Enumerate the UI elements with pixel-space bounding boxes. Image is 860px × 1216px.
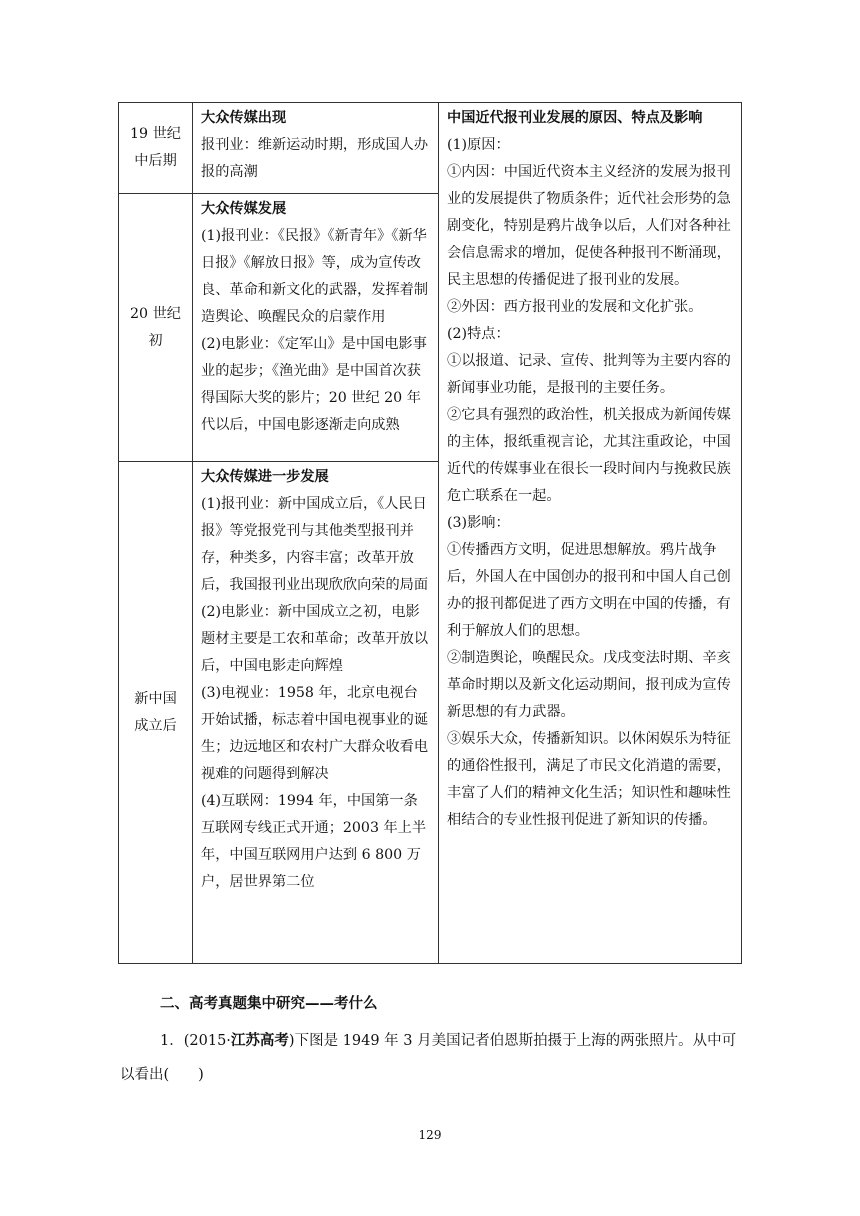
analysis-cell — [439, 103, 742, 964]
page-number: 129 — [418, 1128, 442, 1142]
analysis-paragraph: ②外因：西方报刊业的发展和文化扩张。 — [447, 299, 703, 315]
section-heading: 二、高考真题集中研究——考什么 — [160, 996, 378, 1012]
era-label: 中后期 — [134, 153, 177, 169]
question-number: 1． — [160, 1033, 184, 1049]
development-cell — [193, 462, 439, 964]
question-source-prefix: (2015· — [183, 1033, 231, 1049]
row-heading: 大众传媒出现 — [201, 110, 287, 126]
row-paragraph: (2)电影业：新中国成立之初，电影题材主要是工农和革命；改革开放以后，中国电影走向辉煌 — [201, 604, 429, 674]
era-cell — [119, 462, 193, 964]
analysis-paragraph: ①传播西方文明，促进思想解放。鸦片战争后，外国人在中国创办的报刊和中国人自己创办的报刊都促进了西方文明在中国的传播，有利于解放人们的思想。 — [447, 542, 731, 639]
row-heading: 大众传媒发展 — [201, 201, 287, 217]
development-cell — [193, 194, 439, 462]
analysis-paragraph: ③娱乐大众，传播新知识。以休闲娱乐为特征的通俗性报刊，满足了市民文化消遣的需要，丰富了人们的精神文化生活；知识性和趣味性相结合的专业性报刊促进了新知识的传播。 — [447, 731, 731, 828]
question-body: )下图是 1949 年 3 月美国记者伯恩斯拍摄于上海的两张照片。从中可以看出( ) — [120, 1033, 737, 1083]
question-text — [120, 1024, 740, 1092]
row-paragraph: (1)报刊业：新中国成立后，《人民日报》等党报党刊与其他类型报刊并存，种类多，内容丰富；改革开放后，我国报刊业出现欣欣向荣的局面 — [201, 496, 429, 593]
analysis-paragraph: ②制造舆论，唤醒民众。戊戌变法时期、辛亥革命时期以及新文化运动期间，报刊成为宣传新思想的有力武器。 — [447, 650, 731, 720]
question-source: 江苏高考 — [230, 1032, 289, 1049]
analysis-paragraph: ①内因：中国近代资本主义经济的发展为报刊业的发展提供了物质条件；近代社会形势的急剧变化，特别是鸦片战争以后，人们对各种社会信息需求的增加，促使各种报刊不断涌现，民主思想的传播促进了报刊业的发展。 — [447, 164, 731, 288]
history-media-table — [118, 102, 742, 964]
analysis-paragraph: (3)影响： — [447, 515, 510, 531]
era-cell — [119, 103, 193, 194]
era-label: 19 世纪 — [130, 126, 181, 142]
era-label: 初 — [148, 332, 163, 349]
row-paragraph: (1)报刊业：《民报》《新青年》《新华日报》《解放日报》等，成为宣传改良、革命和新文化的武器，发挥着制造舆论、唤醒民众的启蒙作用 — [201, 228, 429, 325]
era-label: 新中国 — [134, 690, 177, 707]
row-heading: 大众传媒进一步发展 — [201, 469, 329, 485]
era-label: 20 世纪 — [130, 305, 181, 322]
analysis-paragraph: (1)原因： — [447, 137, 510, 153]
development-cell — [193, 103, 439, 194]
row-paragraph: (3)电视业：1958 年，北京电视台开始试播，标志着中国电视事业的诞生；边远地区和农村广大群众收看电视难的问题得到解决 — [201, 685, 429, 782]
analysis-paragraph: ①以报道、记录、宣传、批判等为主要内容的新闻事业功能，是报刊的主要任务。 — [447, 353, 731, 396]
row-paragraph: (2)电影业：《定军山》是中国电影事业的起步；《渔光曲》是中国首次获得国际大奖的影片；20 世纪 20 年代以后，中国电影逐渐走向成熟 — [201, 336, 427, 433]
era-cell — [119, 194, 193, 462]
analysis-heading: 中国近代报刊业发展的原因、特点及影响 — [447, 110, 703, 126]
analysis-paragraph: (2)特点： — [447, 326, 510, 342]
table-row — [119, 103, 742, 194]
row-paragraph: (4)互联网：1994 年，中国第一条互联网专线正式开通；2003 年上半年，中国互联网用户达到 6 800 万户，居世界第二位 — [201, 793, 427, 890]
analysis-paragraph: ②它具有强烈的政治性，机关报成为新闻传媒的主体，报纸重视言论，尤其注重政论，中国近代的传媒事业在很长一段时间内与挽救民族危亡联系在一起。 — [447, 407, 731, 504]
era-label: 成立后 — [134, 717, 177, 734]
row-paragraph: 报刊业：维新运动时期，形成国人办报的高潮 — [201, 137, 429, 180]
